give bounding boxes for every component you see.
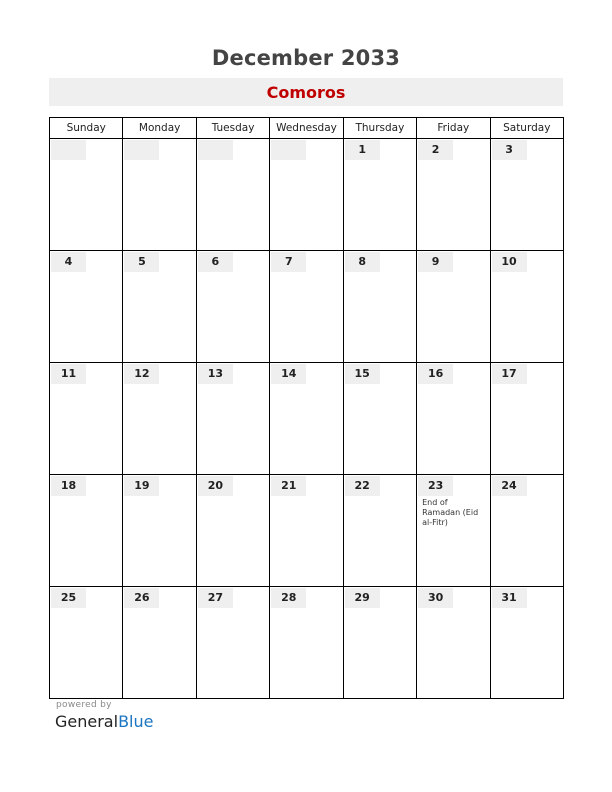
day-number: 10 xyxy=(492,252,527,272)
day-number xyxy=(198,140,233,160)
day-number: 27 xyxy=(198,588,233,608)
brand-blue: Blue xyxy=(118,712,154,731)
day-cell xyxy=(343,139,416,251)
week-row xyxy=(50,587,564,699)
day-cell xyxy=(270,363,343,475)
day-number: 25 xyxy=(51,588,86,608)
day-cell xyxy=(490,363,563,475)
day-number: 13 xyxy=(198,364,233,384)
weekday-header: Wednesday xyxy=(270,118,343,139)
day-cell xyxy=(123,363,196,475)
day-number: 8 xyxy=(345,252,380,272)
week-row xyxy=(50,363,564,475)
day-cell xyxy=(490,251,563,363)
day-number xyxy=(271,140,306,160)
day-number: 28 xyxy=(271,588,306,608)
day-number: 4 xyxy=(51,252,86,272)
day-cell xyxy=(270,475,343,587)
day-number xyxy=(124,140,159,160)
day-number: 9 xyxy=(418,252,453,272)
day-cell xyxy=(343,475,416,587)
day-number: 22 xyxy=(345,476,380,496)
day-number: 18 xyxy=(51,476,86,496)
day-number: 30 xyxy=(418,588,453,608)
day-cell xyxy=(196,587,269,699)
calendar-grid xyxy=(49,117,564,699)
day-cell xyxy=(270,139,343,251)
day-cell xyxy=(123,139,196,251)
day-cell xyxy=(343,251,416,363)
day-cell xyxy=(343,363,416,475)
weekday-header: Saturday xyxy=(490,118,563,139)
day-number: 16 xyxy=(418,364,453,384)
day-cell xyxy=(490,139,563,251)
day-cell xyxy=(123,475,196,587)
weekday-header: Thursday xyxy=(343,118,416,139)
day-number: 11 xyxy=(51,364,86,384)
day-number: 12 xyxy=(124,364,159,384)
day-cell xyxy=(50,587,123,699)
day-cell xyxy=(123,587,196,699)
day-cell xyxy=(50,475,123,587)
day-number: 2 xyxy=(418,140,453,160)
day-cell xyxy=(490,587,563,699)
week-row xyxy=(50,475,564,587)
day-number: 26 xyxy=(124,588,159,608)
day-cell xyxy=(270,251,343,363)
day-cell xyxy=(417,363,490,475)
country-band xyxy=(49,78,563,106)
day-cell xyxy=(50,251,123,363)
day-number xyxy=(51,140,86,160)
day-cell xyxy=(417,251,490,363)
country-name: Comoros xyxy=(266,83,346,102)
day-cell xyxy=(343,587,416,699)
day-number: 21 xyxy=(271,476,306,496)
day-cell xyxy=(270,587,343,699)
day-cell xyxy=(417,475,490,587)
day-number: 19 xyxy=(124,476,159,496)
weekday-header: Monday xyxy=(123,118,196,139)
day-number: 20 xyxy=(198,476,233,496)
day-cell xyxy=(50,363,123,475)
day-cell xyxy=(417,587,490,699)
weekday-header: Friday xyxy=(417,118,490,139)
holiday-event: End of Ramadan (Eid al-Fitr) xyxy=(422,498,479,527)
day-number: 7 xyxy=(271,252,306,272)
brand-general: General xyxy=(55,712,119,731)
day-number: 15 xyxy=(345,364,380,384)
day-number: 29 xyxy=(345,588,380,608)
day-cell xyxy=(196,363,269,475)
day-number: 14 xyxy=(271,364,306,384)
day-number: 24 xyxy=(492,476,527,496)
day-cell xyxy=(50,139,123,251)
day-cell xyxy=(196,251,269,363)
week-row xyxy=(50,251,564,363)
day-number: 5 xyxy=(124,252,159,272)
day-number: 17 xyxy=(492,364,527,384)
week-row xyxy=(50,139,564,251)
page-title: December 2033 xyxy=(211,46,401,70)
day-cell xyxy=(196,475,269,587)
day-number: 3 xyxy=(492,140,527,160)
weekday-header: Sunday xyxy=(50,118,123,139)
day-cell xyxy=(417,139,490,251)
day-number: 23 xyxy=(418,476,453,496)
day-number: 31 xyxy=(492,588,527,608)
day-cell xyxy=(490,475,563,587)
day-cell xyxy=(196,139,269,251)
day-number: 6 xyxy=(198,252,233,272)
day-cell xyxy=(123,251,196,363)
powered-by-label: powered by xyxy=(56,700,112,710)
weekday-header-row xyxy=(50,118,564,139)
brand-logo xyxy=(55,712,153,731)
weekday-header: Tuesday xyxy=(196,118,269,139)
day-number: 1 xyxy=(345,140,380,160)
